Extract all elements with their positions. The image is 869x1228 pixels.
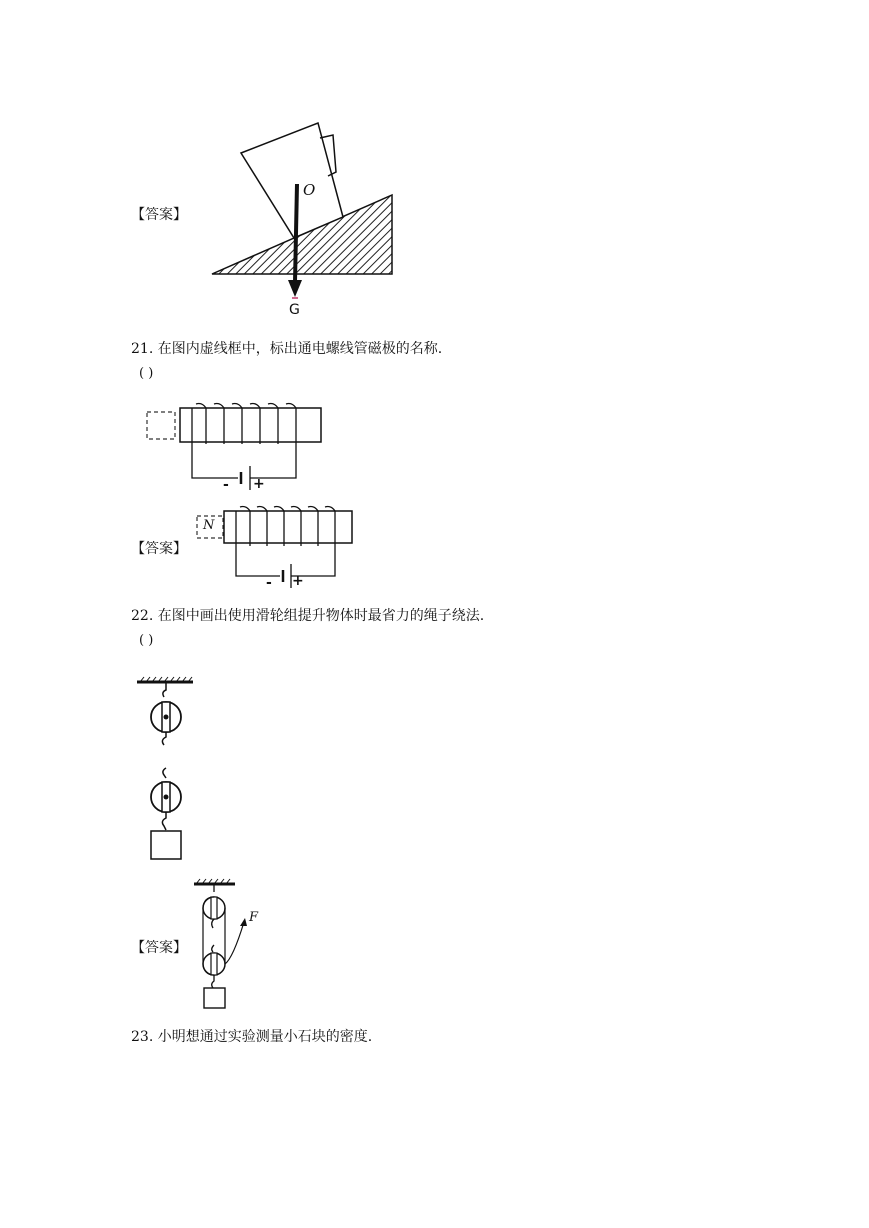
battery-plus: + [253,476,265,492]
question-21-answer-blank: ( ) [139,366,154,381]
battery-minus: - [223,477,229,493]
answer-label-22: 【答案】 [131,940,187,956]
answer-label-21: 【答案】 [131,541,187,557]
force-label-f: F [249,910,259,925]
pivot-label: O [303,181,316,199]
force-label-g: G [289,302,300,318]
question-23-text: 23. 小明想通过实验测量小石块的密度. [131,1029,373,1045]
answer-pole-label: N [203,518,215,533]
question-22-text: 22. 在图中画出使用滑轮组提升物体时最省力的绳子绕法. [131,608,485,624]
answer-battery-plus: + [292,573,304,589]
answer-label-20: 【答案】 [131,207,187,223]
question-21-text: 21. 在图内虚线框中，标出通电螺线管磁极的名称. [131,341,443,357]
answer-battery-minus: - [266,575,272,591]
question-22-answer-blank: ( ) [139,633,154,648]
